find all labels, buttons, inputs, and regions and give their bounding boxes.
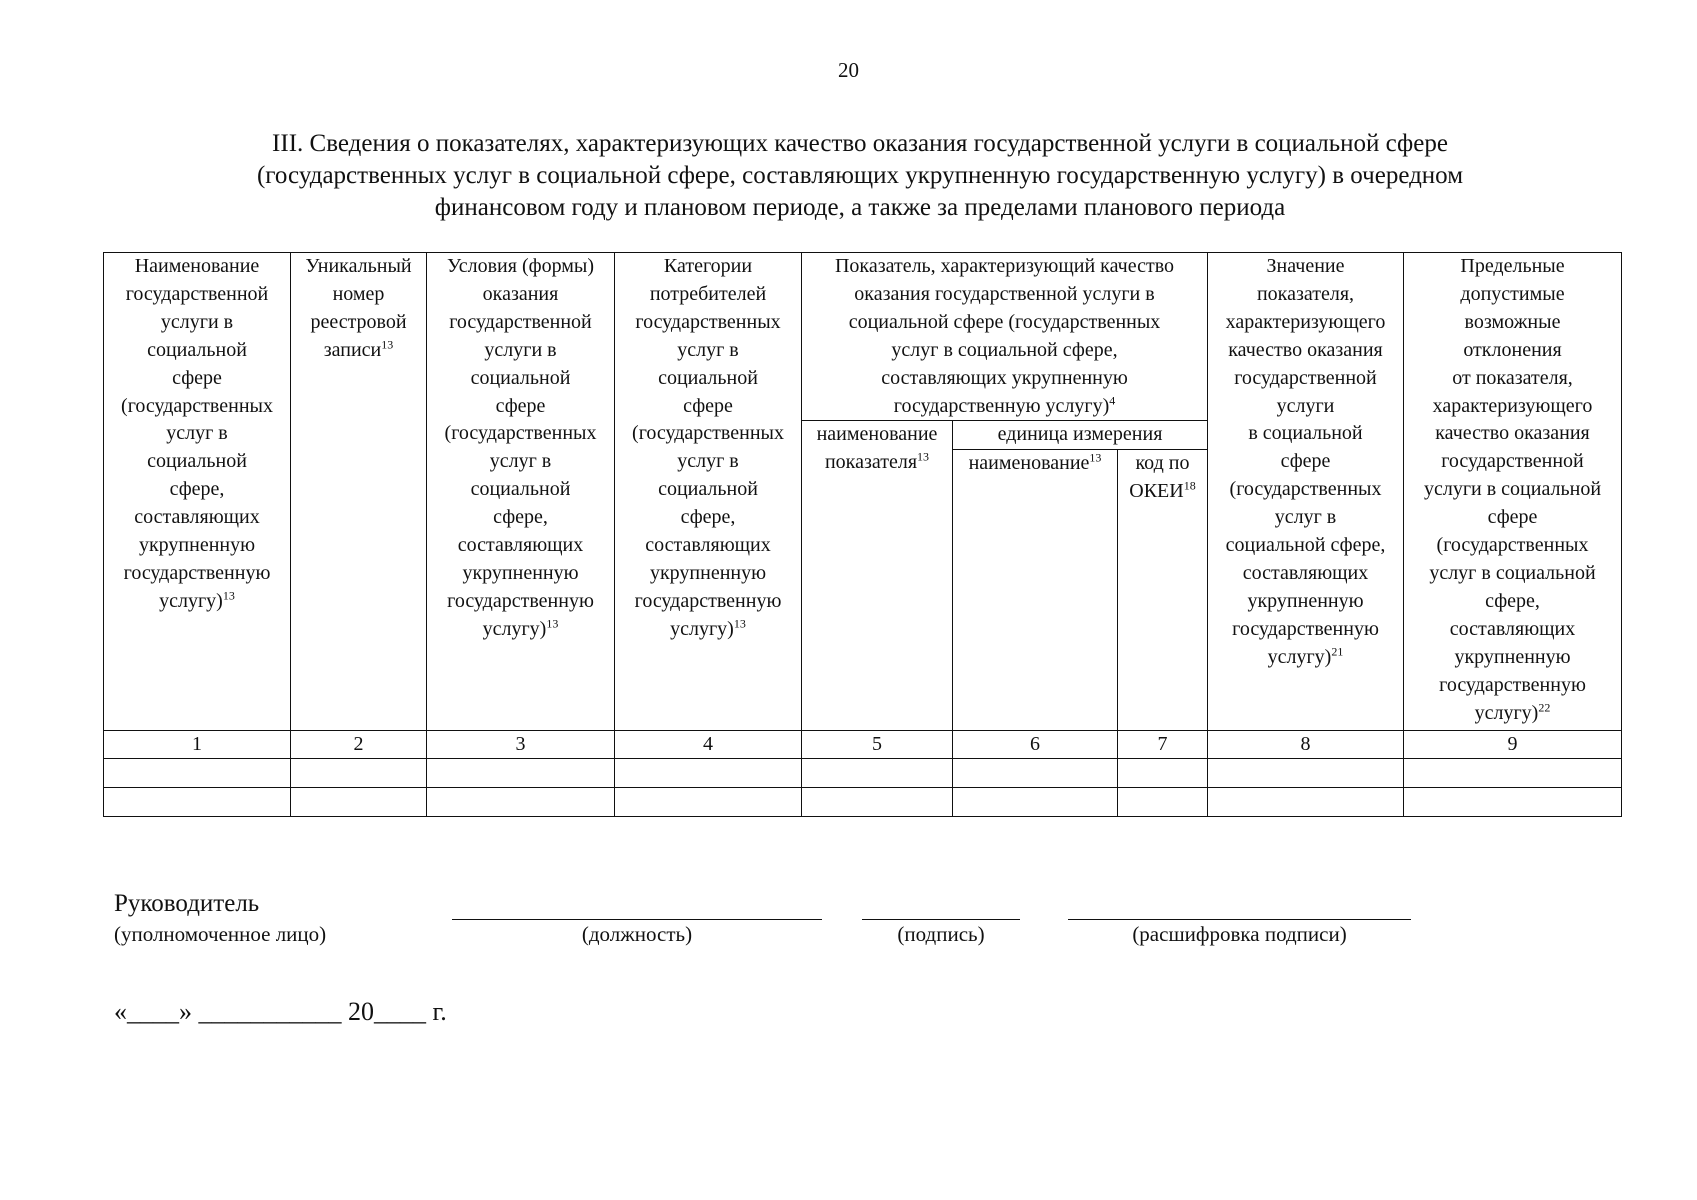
table-cell[interactable]: [802, 788, 953, 817]
header-service-conditions: Условия (формы) оказания государственной услуги в социальной сфере (государственных услуг в социальной сфере, составляющих укрупненную государственную услугу)$^{13}$: [427, 253, 615, 731]
column-number: 1: [104, 731, 291, 759]
table-cell[interactable]: [291, 759, 427, 788]
position-caption: (должность): [581, 922, 693, 946]
signature-line[interactable]: [862, 919, 1020, 920]
table-cell[interactable]: [1404, 788, 1622, 817]
table-cell[interactable]: [427, 759, 615, 788]
header-unit-name: наименование$^{13}$: [953, 450, 1118, 731]
table-cell[interactable]: [1208, 759, 1404, 788]
table-cell[interactable]: [615, 788, 802, 817]
column-number: 3: [427, 731, 615, 759]
header-allowed-deviation: Предельные допустимые возможные отклонения от показателя, характеризующего качество оказания государственной услуги в социальной сфере (государственных услуг в социальной сфере, составляющих укрупненную государственную услугу)$^{22}$: [1404, 253, 1622, 731]
quality-indicators-table: [103, 252, 1622, 817]
header-row: [104, 253, 1622, 421]
table-cell[interactable]: [802, 759, 953, 788]
column-number: 6: [953, 731, 1118, 759]
table-cell[interactable]: [953, 788, 1118, 817]
section-title: [150, 128, 1570, 224]
signature-sublabel: (уполномоченное лицо): [114, 922, 327, 946]
decoding-caption: (расшифровка подписи): [1132, 922, 1347, 946]
table-row: [104, 788, 1622, 817]
header-okei-code: код по ОКЕИ$^{18}$: [1118, 450, 1208, 731]
section-title-line: финансовом году и плановом периоде, а также за пределами планового периода: [434, 194, 1286, 221]
signature-caption: (подпись): [897, 922, 985, 946]
header-consumer-categories: Категории потребителей государственных услуг в социальной сфере (государственных услуг в социальной сфере, составляющих укрупненную государственную услугу)$^{13}$: [615, 253, 802, 731]
table-cell[interactable]: [104, 788, 291, 817]
page-number: 20: [838, 58, 859, 82]
table-row: [104, 759, 1622, 788]
position-line[interactable]: [452, 919, 822, 920]
column-number-row: [104, 731, 1622, 759]
decoding-line[interactable]: [1068, 919, 1411, 920]
column-number: 4: [615, 731, 802, 759]
table-cell[interactable]: [291, 788, 427, 817]
table-cell[interactable]: [1118, 759, 1208, 788]
table-cell[interactable]: [1118, 788, 1208, 817]
table-cell[interactable]: [104, 759, 291, 788]
section-title-line: III. Сведения о показателях, характеризующих качество оказания государственной услуги в социальной сфере: [272, 130, 1448, 157]
table-cell[interactable]: [1208, 788, 1404, 817]
header-measurement-unit: единица измерения: [953, 421, 1208, 450]
column-number: 9: [1404, 731, 1622, 759]
column-number: 8: [1208, 731, 1404, 759]
date-field[interactable]: «____» ___________ 20____ г.: [114, 997, 447, 1026]
section-title-line: (государственных услуг в социальной сфере, составляющих укрупненную государственную услугу) в очередном: [256, 162, 1464, 189]
header-registry-number: Уникальный номер реестровой записи$^{13}$: [291, 253, 427, 731]
header-quality-indicator: Показатель, характеризующий качество оказания государственной услуги в социальной сфере (государственных услуг в социальной сфере, составляющих укрупненную государственную услугу)$^4$: [802, 253, 1208, 421]
table-cell[interactable]: [1404, 759, 1622, 788]
table-cell[interactable]: [615, 759, 802, 788]
header-indicator-name: наименование показателя$^{13}$: [802, 421, 953, 731]
column-number: 7: [1118, 731, 1208, 759]
table-cell[interactable]: [427, 788, 615, 817]
column-number: 5: [802, 731, 953, 759]
signature-label: Руководитель: [114, 890, 260, 917]
header-service-name: Наименование государственной услуги в социальной сфере (государственных услуг в социальной сфере, составляющих укрупненную государственную услугу)$^{13}$: [104, 253, 291, 731]
header-indicator-value: Значение показателя, характеризующего качество оказания государственной услуги в социальной сфере (государственных услуг в социальной сфере, составляющих укрупненную государственную услугу)$^{21}$: [1208, 253, 1404, 731]
column-number: 2: [291, 731, 427, 759]
table-cell[interactable]: [953, 759, 1118, 788]
